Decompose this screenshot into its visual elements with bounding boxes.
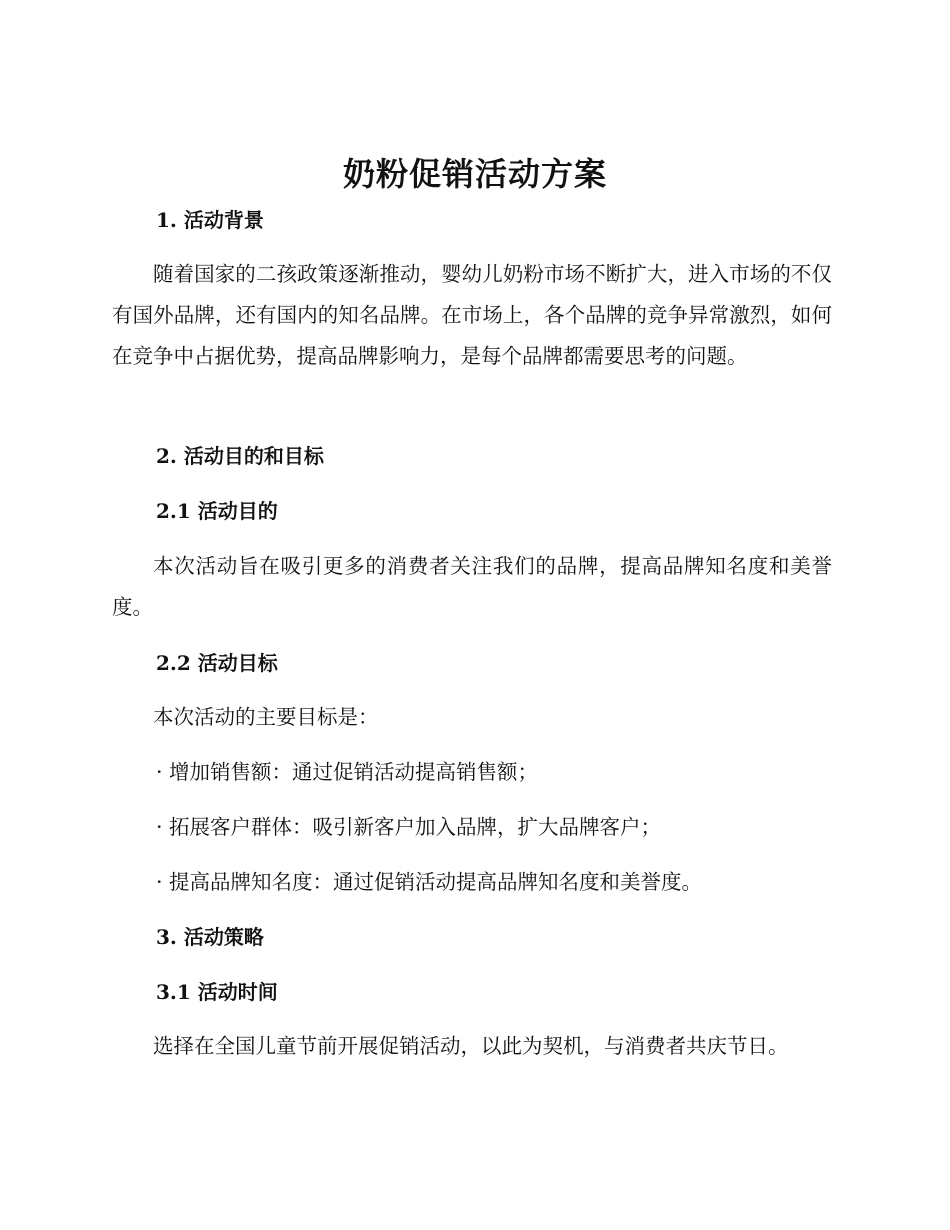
section-heading-strategy: 3. 活动策略: [156, 925, 264, 949]
subsection-heading-timing: 3.1 活动时间: [156, 980, 278, 1004]
paragraph-background: 随着国家的二孩政策逐渐推动，婴幼儿奶粉市场不断扩大，进入市场的不仅有国外品牌，还有国内的知名品牌。在市场上，各个品牌的竞争异常激烈，如何在竞争中占据优势，提高品牌影响力，是每个品牌都需要思考的问题。: [112, 262, 832, 368]
list-item-goal-awareness: · 提高品牌知名度：通过促销活动提高品牌知名度和美誉度。: [156, 870, 703, 894]
list-item-goal-customers: · 拓展客户群体：吸引新客户加入品牌，扩大品牌客户；: [156, 815, 662, 839]
paragraph-timing: 选择在全国儿童节前开展促销活动，以此为契机，与消费者共庆节日。: [153, 1034, 789, 1058]
section-heading-background: 1. 活动背景: [156, 208, 264, 232]
paragraph-goals-intro: 本次活动的主要目标是：: [153, 705, 379, 729]
document-title: 奶粉促销活动方案: [342, 155, 607, 193]
paragraph-purpose: 本次活动旨在吸引更多的消费者关注我们的品牌，提高品牌知名度和美誉度。: [112, 554, 832, 619]
subsection-heading-goals: 2.2 活动目标: [156, 651, 278, 675]
list-item-goal-sales: · 增加销售额：通过促销活动提高销售额；: [156, 760, 539, 784]
subsection-heading-purpose: 2.1 活动目的: [156, 499, 278, 523]
section-heading-purpose-goals: 2. 活动目的和目标: [156, 444, 324, 468]
